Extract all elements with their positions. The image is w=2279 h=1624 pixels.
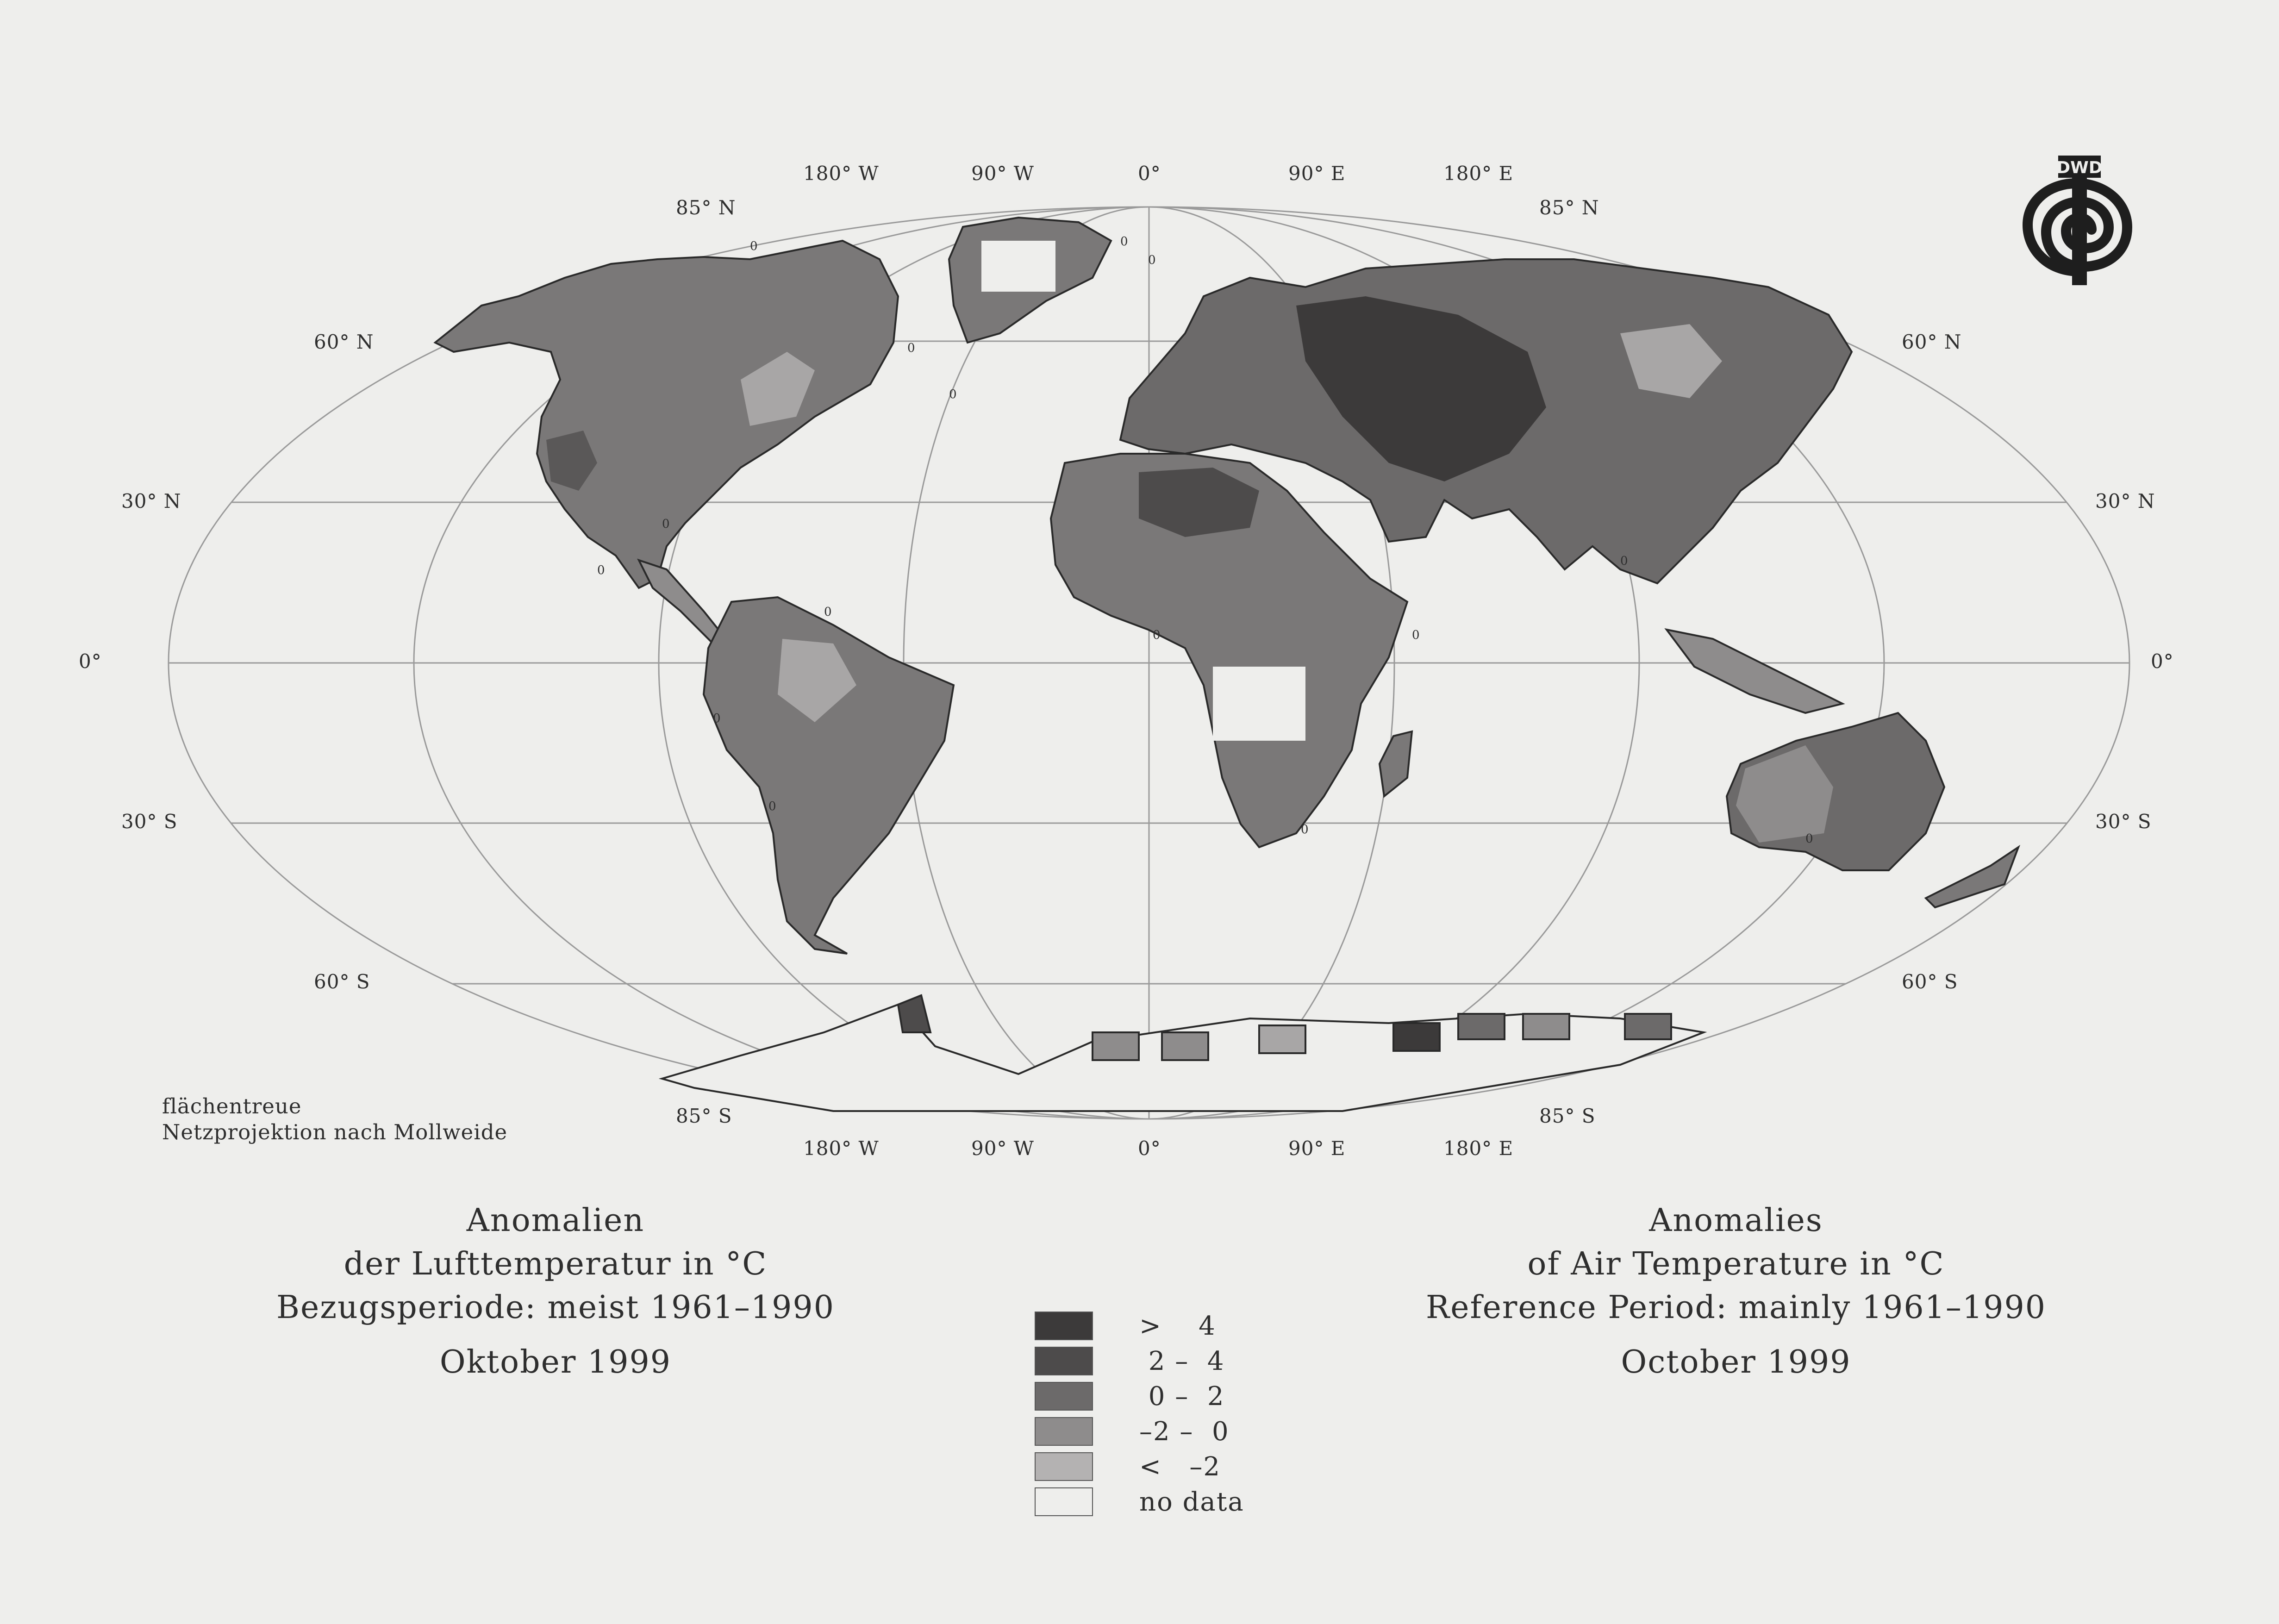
antarctica-cell-2 xyxy=(1162,1032,1208,1060)
lat-label-60n-left: 60° N xyxy=(314,331,374,353)
legend xyxy=(1035,1308,1244,1519)
title-en-line2: of Air Temperature in °C xyxy=(1527,1246,1945,1282)
lon-label-bottom-90w: 90° W xyxy=(971,1137,1034,1160)
legend-label: 0 – 2 xyxy=(1139,1381,1225,1412)
title-english xyxy=(1342,1199,2129,1384)
antarctica-cell-3 xyxy=(1259,1025,1305,1053)
contour-label: 0 xyxy=(1301,823,1309,837)
dwd-spiral-logo-icon xyxy=(2018,156,2139,285)
lat-label-85n-left: 85° N xyxy=(676,196,736,219)
legend-swatch xyxy=(1035,1382,1093,1411)
contour-label: 0 xyxy=(1148,253,1156,267)
contour-label: 0 xyxy=(662,517,670,531)
title-en-line1: Anomalies xyxy=(1649,1202,1823,1239)
lon-label-bottom-180w: 180° W xyxy=(803,1137,879,1160)
lon-label-bottom-0: 0° xyxy=(1138,1137,1161,1160)
lon-label-top-0: 0° xyxy=(1138,162,1161,185)
antarctica-cell-6 xyxy=(1523,1014,1569,1039)
contour-label: 0 xyxy=(1153,628,1161,642)
lat-label-60s-left: 60° S xyxy=(314,970,370,993)
contour-label: 0 xyxy=(824,605,832,619)
contour-label: 0 xyxy=(1620,554,1628,568)
lat-label-60s-right: 60° S xyxy=(1902,970,1958,993)
legend-item xyxy=(1035,1449,1244,1484)
antarctica-cell-4 xyxy=(1393,1023,1440,1051)
lon-label-top-180w: 180° W xyxy=(803,162,879,185)
legend-swatch xyxy=(1035,1417,1093,1446)
antarctica-cell-5 xyxy=(1458,1014,1505,1039)
legend-swatch xyxy=(1035,1452,1093,1481)
projection-note-line1: flächentreue xyxy=(162,1094,302,1118)
lon-label-top-90e: 90° E xyxy=(1288,162,1346,185)
legend-swatch xyxy=(1035,1347,1093,1375)
legend-swatch xyxy=(1035,1487,1093,1516)
title-german xyxy=(204,1199,907,1384)
lat-label-85s-right: 85° S xyxy=(1539,1105,1596,1127)
contour-label: 0 xyxy=(907,341,915,355)
lat-label-85n-right: 85° N xyxy=(1539,196,1599,219)
legend-label: 2 – 4 xyxy=(1139,1346,1225,1376)
antarctic-peninsula xyxy=(898,995,930,1032)
new-zealand xyxy=(1926,847,2018,907)
title-de-line1: Anomalien xyxy=(466,1202,645,1239)
projection-note xyxy=(162,1093,507,1145)
title-en-month: October 1999 xyxy=(1621,1344,1851,1380)
lon-label-top-180e: 180° E xyxy=(1443,162,1514,185)
lat-label-30n-left: 30° N xyxy=(121,490,181,512)
contour-label: 0 xyxy=(1120,235,1128,249)
lon-label-top-90w: 90° W xyxy=(971,162,1034,185)
antarctica-cell-7 xyxy=(1625,1014,1671,1039)
central-america xyxy=(639,560,722,643)
logo-text: DWD xyxy=(2056,158,2103,177)
contour-label: 0 xyxy=(949,387,957,401)
lat-label-85s-left: 85° S xyxy=(676,1105,732,1127)
greenland-nodata xyxy=(981,241,1055,292)
lon-label-bottom-90e: 90° E xyxy=(1288,1137,1346,1160)
legend-item xyxy=(1035,1484,1244,1519)
north-america xyxy=(435,241,898,588)
legend-item xyxy=(1035,1379,1244,1414)
lat-label-eq-right: 0° xyxy=(2151,650,2174,673)
lat-label-60n-right: 60° N xyxy=(1902,331,1962,353)
contour-label: 0 xyxy=(768,800,776,813)
legend-label: > 4 xyxy=(1139,1311,1216,1341)
title-de-month: Oktober 1999 xyxy=(439,1344,672,1380)
landmasses xyxy=(435,218,2018,1111)
legend-item xyxy=(1035,1414,1244,1449)
africa-nodata xyxy=(1213,667,1305,741)
madagascar xyxy=(1380,731,1412,796)
legend-item xyxy=(1035,1308,1244,1343)
title-en-line3: Reference Period: mainly 1961–1990 xyxy=(1426,1289,2046,1326)
title-de-line2: der Lufttemperatur in °C xyxy=(343,1246,768,1282)
contour-label: 0 xyxy=(597,563,605,577)
lat-label-eq-left: 0° xyxy=(79,650,102,673)
antarctica-cell-1 xyxy=(1093,1032,1139,1060)
legend-label: –2 – 0 xyxy=(1139,1416,1230,1447)
contour-label: 0 xyxy=(1412,628,1420,642)
lat-label-30n-right: 30° N xyxy=(2095,490,2155,512)
contour-label: 0 xyxy=(750,239,758,253)
lat-label-30s-right: 30° S xyxy=(2095,810,2152,833)
legend-item xyxy=(1035,1343,1244,1379)
legend-swatch xyxy=(1035,1312,1093,1340)
contour-label: 0 xyxy=(713,712,721,725)
legend-label: < –2 xyxy=(1139,1451,1221,1482)
contour-label: 0 xyxy=(1805,832,1813,846)
indonesia xyxy=(1667,630,1842,713)
legend-label: no data xyxy=(1139,1487,1244,1517)
lat-label-30s-left: 30° S xyxy=(121,810,178,833)
title-de-line3: Bezugsperiode: meist 1961–1990 xyxy=(276,1289,835,1326)
lon-label-bottom-180e: 180° E xyxy=(1443,1137,1514,1160)
projection-note-line2: Netzprojektion nach Mollweide xyxy=(162,1120,508,1144)
